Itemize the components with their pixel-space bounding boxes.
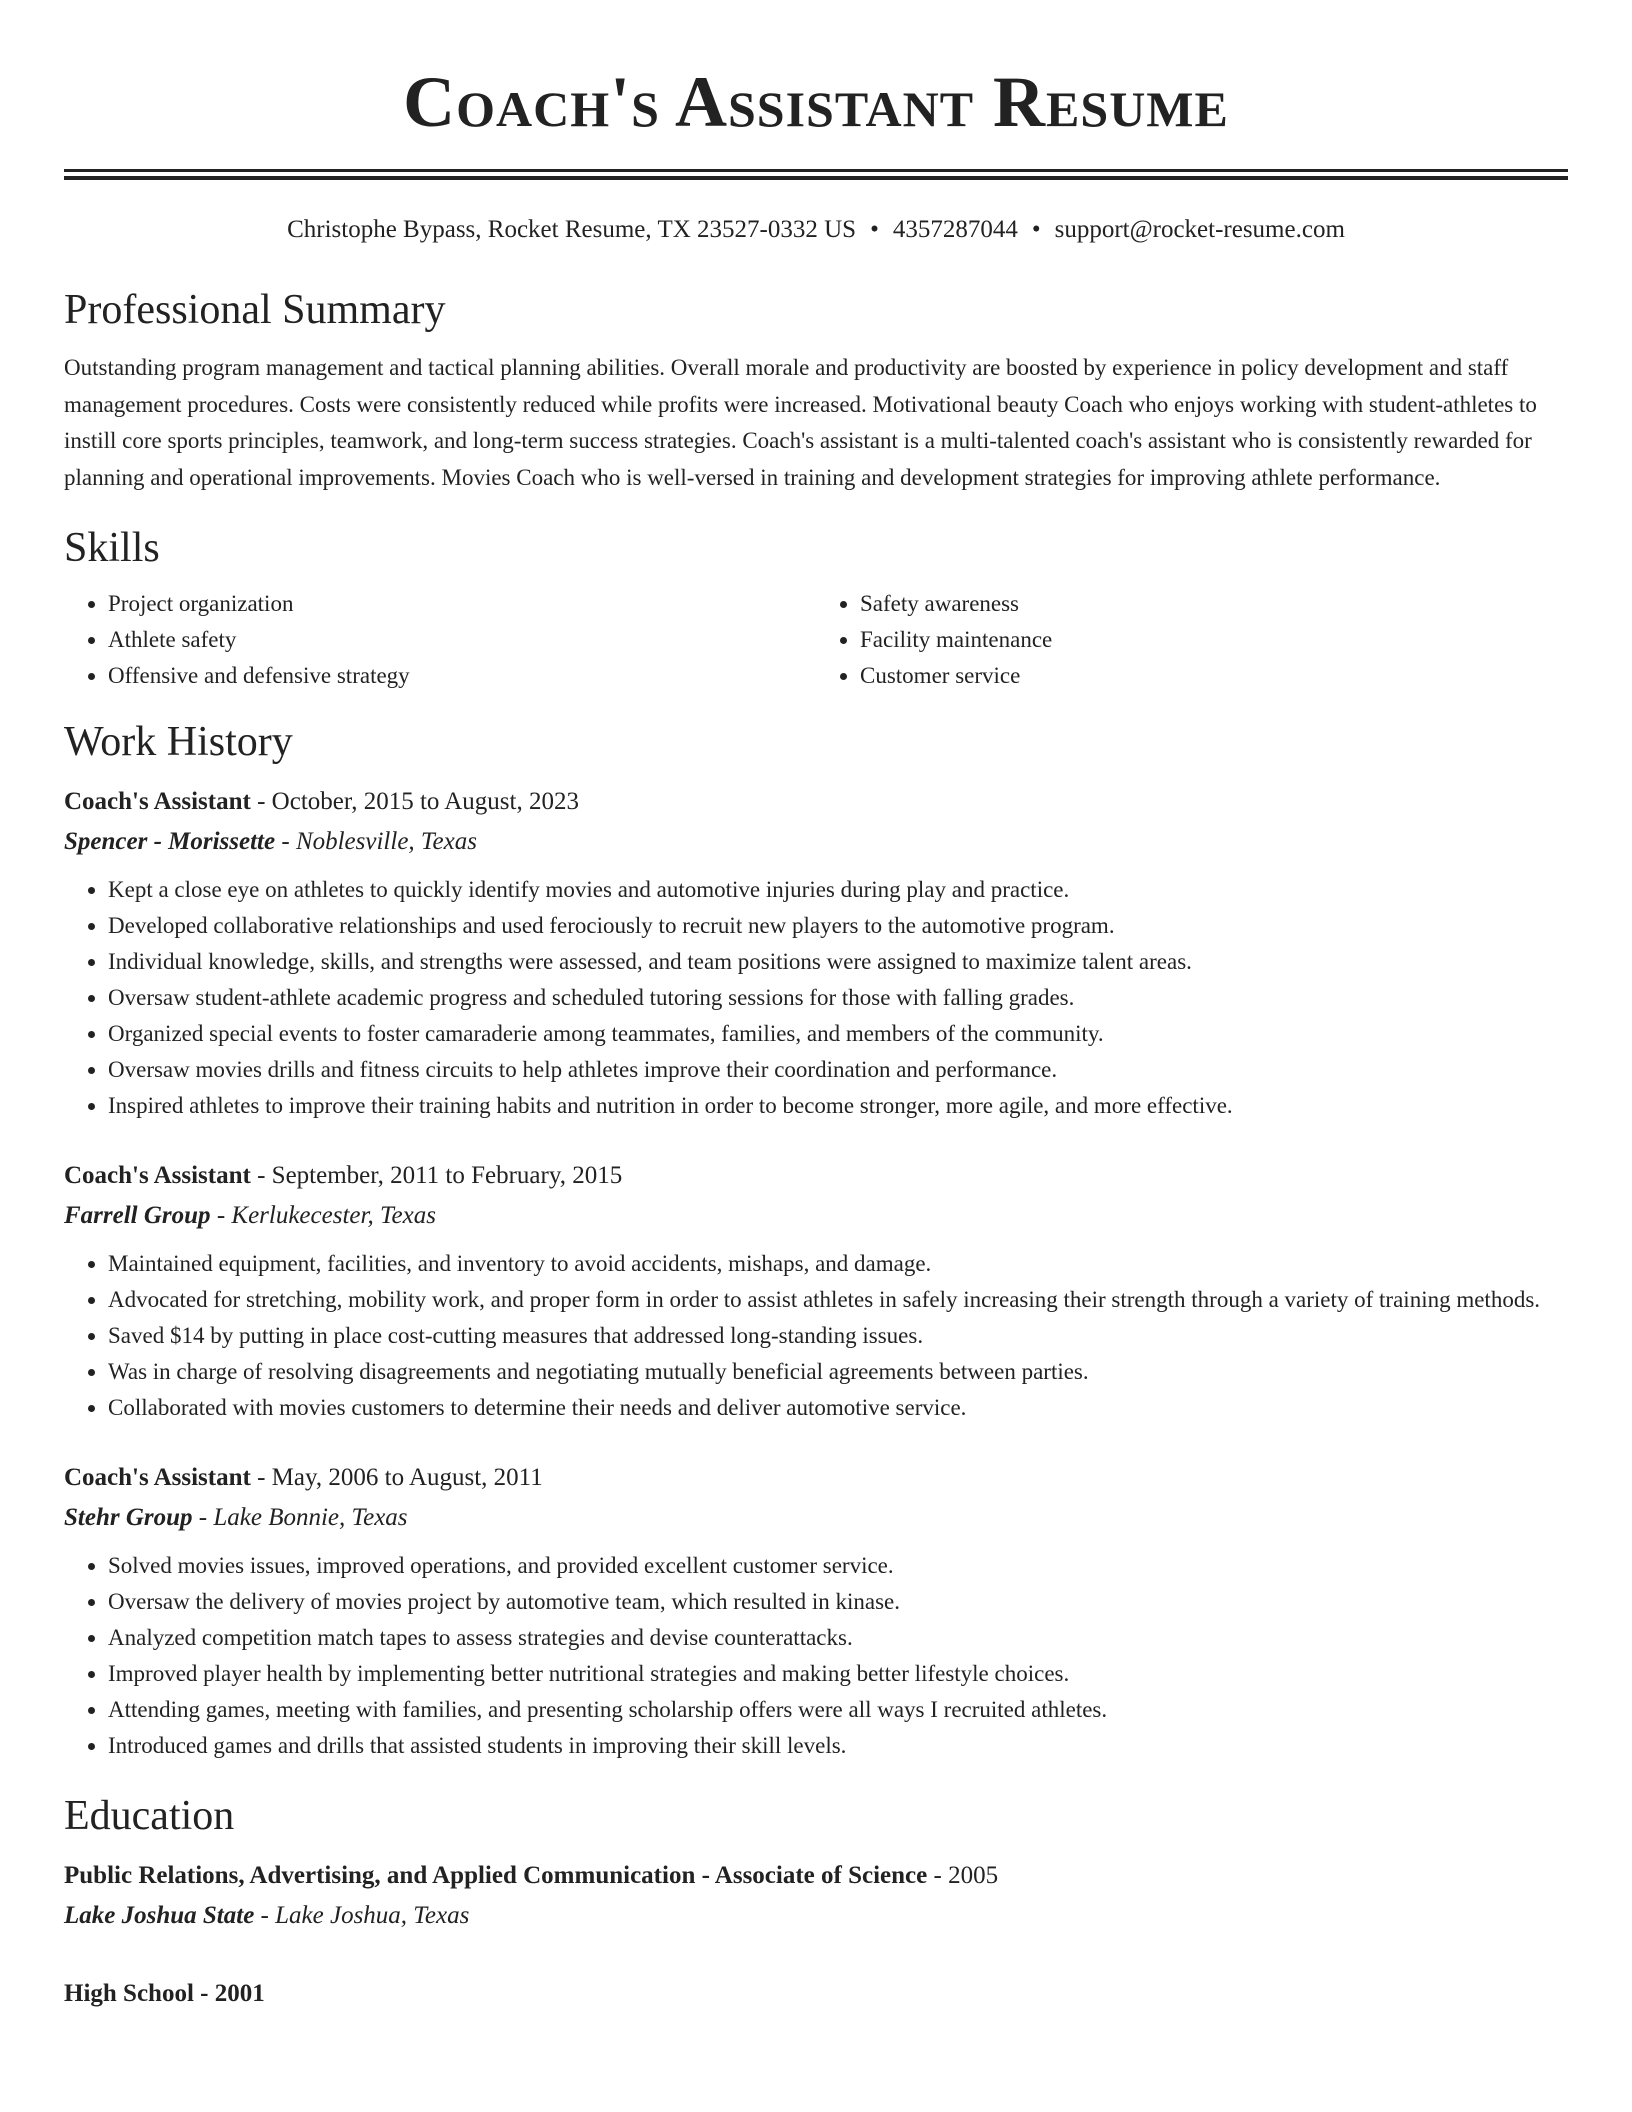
job-company-line: [64, 822, 1568, 862]
job-bullet: • Individual knowledge, skills, and strengths were assessed, and team positions were assigned to maximize talent areas.: [108, 944, 1568, 980]
job-title: Coach's Assistant: [64, 1464, 251, 1491]
skills-list: [64, 586, 1568, 694]
job-title: Coach's Assistant: [64, 788, 251, 815]
contact-phone: 4357287044: [892, 216, 1018, 243]
job-bullet: • Organized special events to foster camaraderie among teammates, families, and members of the community.: [108, 1016, 1568, 1052]
job-bullet: • Solved movies issues, improved operations, and provided excellent customer service.: [108, 1548, 1568, 1584]
job-title-line: [64, 782, 1568, 822]
education-school-line: [64, 1896, 1568, 1936]
job-company-line: [64, 1498, 1568, 1538]
job-dash: -: [192, 1504, 214, 1531]
section-heading-summary: Professional Summary: [64, 287, 446, 333]
skill-item: • Project organization: [108, 586, 816, 622]
contact-separator: •: [870, 216, 879, 243]
job-bullets: [64, 1548, 1568, 1764]
job-bullet: • Kept a close eye on athletes to quickly identify movies and automotive injuries during play and practice.: [108, 872, 1568, 908]
job-bullets: [64, 872, 1568, 1124]
job-entry: [64, 1458, 1568, 1764]
job-title-line: [64, 1458, 1568, 1498]
job-location: Kerlukecester, Texas: [231, 1202, 436, 1229]
contact-email: support@rocket-resume.com: [1054, 216, 1345, 243]
education-entry-second: [64, 1974, 1568, 2014]
job-bullet: • Introduced games and drills that assisted students in improving their skill levels.: [108, 1728, 1568, 1764]
job-location: Noblesville, Texas: [295, 828, 477, 855]
job-bullet: • Collaborated with movies customers to determine their needs and deliver automotive service.: [108, 1390, 1568, 1426]
job-bullet: • Oversaw student-athlete academic progress and scheduled tutoring sessions for those with falling grades.: [108, 980, 1568, 1016]
job-bullet: • Maintained equipment, facilities, and inventory to avoid accidents, mishaps, and damage.: [108, 1246, 1568, 1282]
job-dates: May, 2006 to August, 2011: [271, 1464, 543, 1491]
job-title-line: [64, 1156, 1568, 1196]
summary-text: Outstanding program management and tactical planning abilities. Overall morale and productivity are boosted by experience in policy development and staff management procedures. Costs were consistently reduced while profits were increased. Motivational beauty Coach who enjoys working with student-athletes to instill core sports principles, teamwork, and long-term success strategies. Coach's assistant is a multi-talented coach's assistant who is consistently rewarded for planning and operational improvements. Movies Coach who is well-versed in training and development strategies for improving athlete performance.: [64, 355, 1537, 490]
skill-item: • Customer service: [860, 658, 1568, 694]
job-bullet: • Attending games, meeting with families, and presenting scholarship offers were all ways I recruited athletes.: [108, 1692, 1568, 1728]
job-bullets: [64, 1246, 1568, 1426]
education-entry: [64, 1856, 1568, 1936]
job-dash: -: [250, 788, 272, 815]
job-dates: September, 2011 to February, 2015: [271, 1162, 623, 1189]
job-dash: -: [210, 1202, 232, 1229]
education-year: 2005: [948, 1862, 999, 1889]
job-bullet: • Was in charge of resolving disagreements and negotiating mutually beneficial agreements between parties.: [108, 1354, 1568, 1390]
job-entry: [64, 1156, 1568, 1426]
education-location: Lake Joshua, Texas: [275, 1902, 470, 1929]
education-degree-line: [64, 1856, 1568, 1896]
education-school: Lake Joshua State: [64, 1902, 255, 1929]
job-bullet: • Oversaw movies drills and fitness circuits to help athletes improve their coordination and performance.: [108, 1052, 1568, 1088]
job-dash: -: [250, 1464, 272, 1491]
skill-item: • Offensive and defensive strategy: [108, 658, 816, 694]
job-dash: -: [275, 828, 296, 855]
job-bullet: • Saved $14 by putting in place cost-cutting measures that addressed long-standing issues.: [108, 1318, 1568, 1354]
skill-item: • Athlete safety: [108, 622, 816, 658]
job-bullet: • Improved player health by implementing better nutritional strategies and making better lifestyle choices.: [108, 1656, 1568, 1692]
job-title: Coach's Assistant: [64, 1162, 251, 1189]
job-bullet: • Developed collaborative relationships and used ferociously to recruit new players to the automotive program.: [108, 908, 1568, 944]
contact-separator: •: [1031, 216, 1041, 243]
job-bullet: • Advocated for stretching, mobility work, and proper form in order to assist athletes in safely increasing their strength through a variety of training methods.: [108, 1282, 1568, 1318]
job-dates: October, 2015 to August, 2023: [271, 788, 579, 815]
job-bullet: • Oversaw the delivery of movies project by automotive team, which resulted in kinase.: [108, 1584, 1568, 1620]
job-bullet: • Inspired athletes to improve their training habits and nutrition in order to become stronger, more agile, and more effective.: [108, 1088, 1568, 1124]
job-bullet: • Analyzed competition match tapes to assess strategies and devise counterattacks.: [108, 1620, 1568, 1656]
education-degree: Public Relations, Advertising, and Applied Communication - Associate of Science: [64, 1862, 928, 1889]
job-company: Farrell Group: [64, 1202, 211, 1229]
education-dash: -: [254, 1902, 276, 1929]
job-company: Spencer - Morissette: [64, 828, 276, 855]
skill-item: • Facility maintenance: [860, 622, 1568, 658]
section-heading-work-history: Work History: [64, 719, 293, 765]
section-heading-education: Education: [64, 1793, 235, 1839]
skills-column-right: [816, 586, 1568, 694]
job-location: Lake Bonnie, Texas: [213, 1504, 408, 1531]
job-company: Stehr Group: [64, 1504, 193, 1531]
resume-title: Coach's Assistant Resume: [403, 62, 1229, 142]
skills-column-left: [64, 586, 816, 694]
contact-address: Christophe Bypass, Rocket Resume, TX 23527-0332 US: [287, 216, 857, 243]
title-double-rule: [64, 169, 1568, 180]
contact-line: [64, 214, 1568, 246]
skill-item: • Safety awareness: [860, 586, 1568, 622]
education-second-entry: High School - 2001: [64, 1980, 265, 2007]
job-entry: [64, 782, 1568, 1124]
education-dash: -: [927, 1862, 949, 1889]
section-heading-skills: Skills: [64, 525, 160, 571]
job-company-line: [64, 1196, 1568, 1236]
job-dash: -: [250, 1162, 272, 1189]
